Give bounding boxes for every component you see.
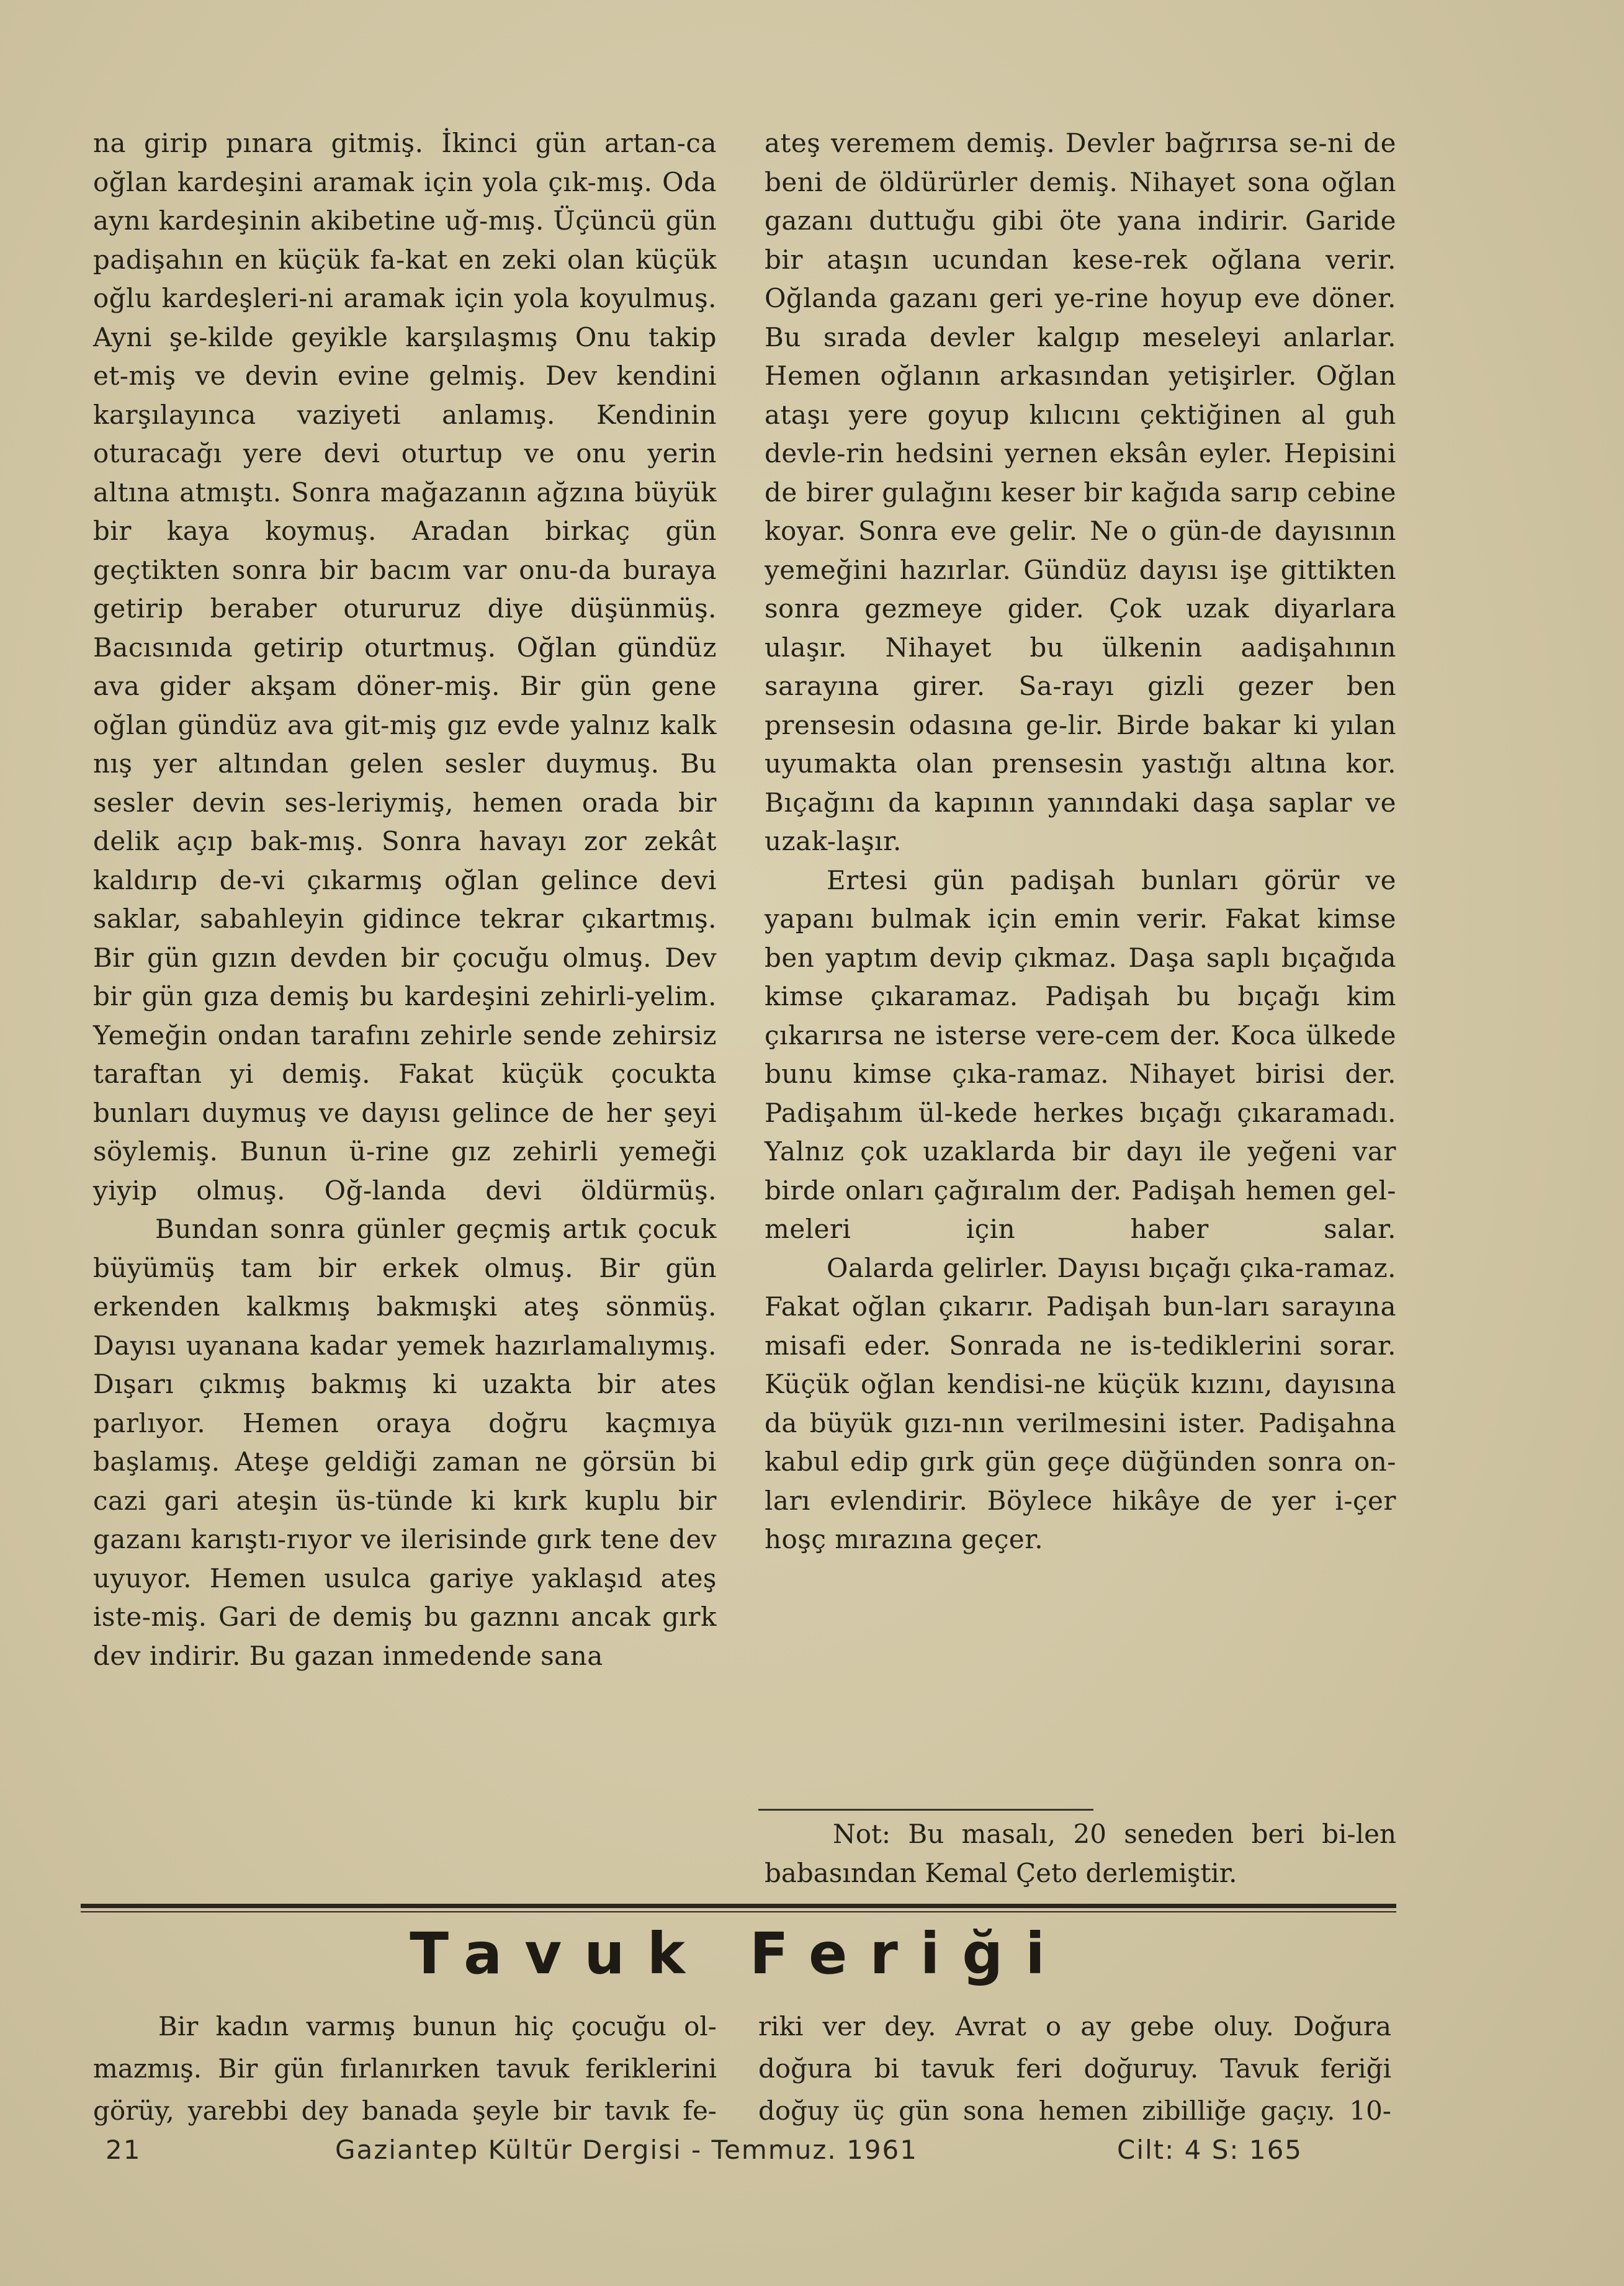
story-paragraph: Oalarda gelirler. Dayısı bıçağı çıka-ramaz. Fakat oğlan çıkarır. Padişah bun-ları sarayına misafi eder. Sonrada ne is-tediklerini sorar. Küçük oğlan kendisi-ne küçük kızını, dayısına da büyük gızı-nın verilmesini ister. Padişahna kabul edip gırk gün geçe düğünden sonra on-ları evlendirir. Böylece hikâye de yer i-çer hoşç mırazına geçer. [765,1252,1396,1554]
section-divider-thin [81,1911,1396,1912]
note-divider [758,1809,1093,1811]
story-paragraph: ateş veremem demiş. Devler bağrırsa se-ni de beni de öldürürler demiş. Nihayet sona oğlan gazanı duttuğu gibi öte yana indirir. Garide bir ataşın ucundan kese-rek oğlana verir. Oğlanda gazanı geri ye-rine hoyup eve döner. Bu sırada devler kalgıp meseleyi anlarlar. Hemen oğlanın arkasından yetişirler. Oğlan ataşı yere goyup kılıcını çektiğinen al guh devle-rin hedsini yernen eksân eyler. Hepisini de birer gulağını keser bir kağıda sarıp cebine koyar. Sonra eve gelir. Ne o gün-de dayısının yemeğini hazırlar. Gündüz dayısı işe gittikten sonra gezmeye gider. Çok uzak diyarlara ulaşır. Nihayet bu ülkenin aadişahının sarayına girer. Sa-rayı gizli gezer ben prensesin odasına ge-lir. Birde bakar ki yılan uyumakta olan prensesin yastığı altına kor. Bıçağını da kapının yanındaki daşa saplar ve uzak-laşır. [765,128,1396,856]
story-left-column [93,124,717,1675]
story-paragraph: na girip pınara gitmiş. İkinci gün artan-ca oğlan kardeşini aramak için yola çık-mış. Oda aynı kardeşinin akibetine uğ-mış. Üçüncü gün padişahın en küçük fa-kat en zeki olan küçük oğlu kardeşleri-ni aramak için yola koyulmuş. Ayni şe-kilde geyikle karşılaşmış Onu takip et-miş ve devin evine gelmiş. Dev kendini karşılayınca vaziyeti anlamış. Kendinin oturacağı yere devi oturtup ve onu yerin altına atmıştı. Sonra mağazanın ağzına büyük bir kaya koymuş. Aradan birkaç gün geçtikten sonra bir bacım var onu-da buraya getirip beraber otururuz diye düşünmüş. Bacısınıda getirip oturtmuş. Oğlan gündüz ava gider akşam döner-miş. Bir gün gene oğlan gündüz ava git-miş gız evde yalnız kalk nış yer altından gelen sesler duymuş. Bu sesler devin ses-leriymiş, hemen orada bir delik açıp bak-mış. Sonra havayı zor zekât kaldırıp de-vi çıkarmış oğlan gelince devi saklar, sabahleyin gidince tekrar çıkartmış. Bir gün gızın devden bir çocuğu olmuş. Dev bir gün gıza demiş bu kardeşini zehirli-yelim. Yemeğin ondan tarafını zehirle sende zehirsiz taraftan yi demiş. Fakat küçük çocukta bunları duymuş ve dayısı gelince de her şeyi söylemiş. Bunun ü-rine gız zehirli yemeği yiyip olmuş. Oğ-landa devi öldürmüş. [93,128,717,1206]
volume-info: Cilt: 4 S: 165 [1117,2135,1303,2165]
page-number: 21 [105,2135,141,2165]
section-title: Tavuk Feriği [410,1921,1067,1987]
section-right-text: riki ver dey. Avrat o ay gebe oluy. Doğura doğura bi tavuk feri doğuruy. Tavuk feriği doğuy üç gün sona hemen zibilliğe gaçıy. 10- [758,2011,1391,2126]
section-divider-thick [81,1904,1396,1908]
journal-name: Gaziantep Kültür Dergisi - Temmuz. 1961 [335,2135,918,2165]
story-paragraph: Bundan sonra günler geçmiş artık çocuk büyümüş tam bir erkek olmuş. Bir gün erkenden kalkmış bakmışki ateş sönmüş. Dayısı uyanana kadar yemek hazırlamalıymış. Dışarı çıkmış bakmış ki uzakta bir ates parlıyor. Hemen oraya doğru kaçmıya başlamış. Ateşe geldiği zaman ne görsün bi cazi gari ateşin üs-tünde ki kırk kuplu bir gazanı karıştı-rıyor ve ilerisinde gırk tene dev uyuyor. Hemen usulca gariye yaklaşıd ateş iste-miş. Gari de demiş bu gaznnı ancak gırk dev indirir. Bu gazan inmedende sana [93,1214,717,1671]
section-left-text: Bir kadın varmış bunun hiç çocuğu ol-mazmış. Bir gün fırlanırken tavuk feriklerini görüy, yarebbi dey banada şeyle bir tavık fe- [93,2011,717,2126]
story-paragraph: Ertesi gün padişah bunları görür ve yapanı bulmak için emin verir. Fakat kimse ben yaptım devip çıkmaz. Daşa saplı bıçağıda kimse çıkaramaz. Padişah bu bıçağı kim çıkarırsa ne isterse vere-cem der. Koca ülkede bunu kimse çıka-ramaz. Nihayet birisi der. Padişahım ül-kede herkes bıçağı çıkaramadı. Yalnız çok uzaklarda bir dayı ile yeğeni var birde onları çağıralım der. Padişah hemen gel-meleri için haber salar. [765,864,1396,1244]
source-note: Not: Bu masalı, 20 seneden beri bi-len babasından Kemal Çeto derlemiştir. [765,1819,1396,1888]
story-right-column [765,124,1396,1559]
